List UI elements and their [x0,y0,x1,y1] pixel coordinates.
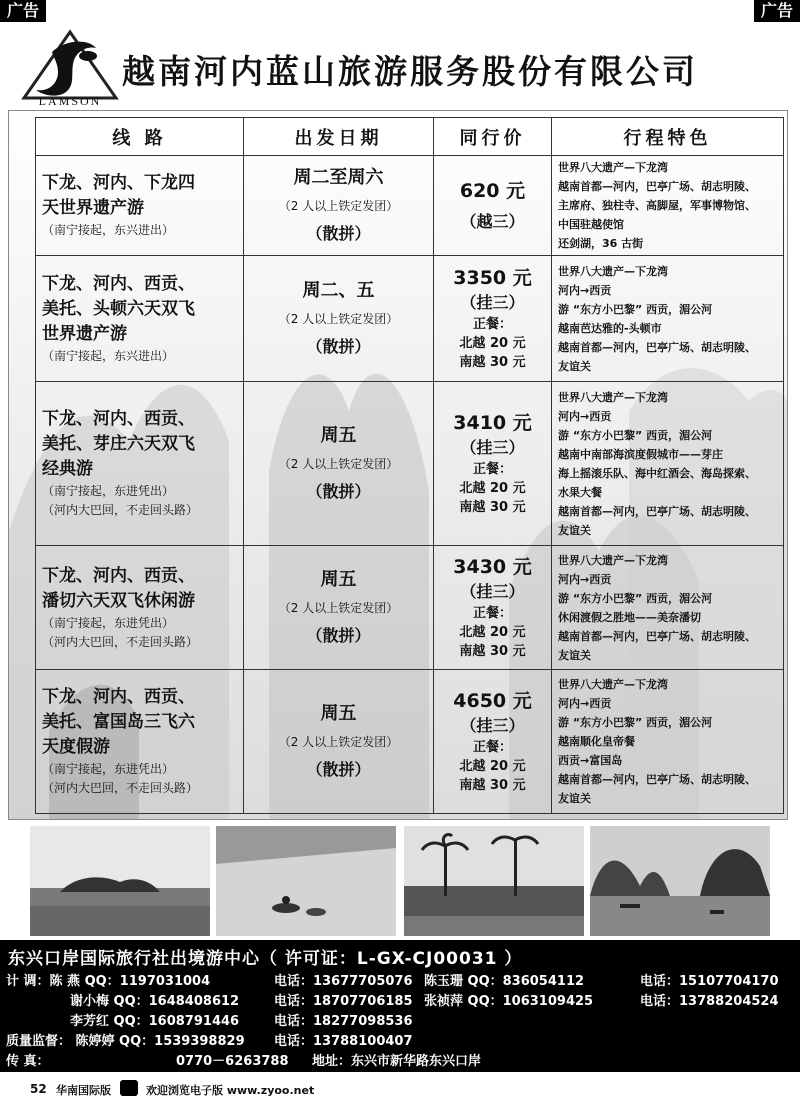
price-hotel: （挂三） [460,438,525,457]
ad-label-left: 广告 [0,0,46,22]
feature-line: 越南首都—河内，巴亭广场、胡志明陵、 [558,773,756,786]
meal-price-line: 正餐： [472,462,512,477]
feature-line: 西贡→富国岛 [558,754,623,767]
departure-note: （2 人以上铁定发团） [278,311,399,326]
routes-table [35,117,784,814]
feature-line: 休闲渡假之胜地——美奈潘切 [558,610,701,624]
boats-photo [216,826,396,936]
feature-line: 河内→西贡 [558,283,612,297]
route-name: 下龙、河内、下龙四 [42,173,195,193]
departure-type: （散拼） [306,481,371,501]
routes-frame [8,110,788,820]
feature-line: 越南首都—河内，巴亭广场、胡志明陵、 [558,629,756,643]
route-cell [36,156,244,256]
contact-phone: 电话：15107704170 [640,974,779,989]
welcome-text: 欢迎浏览电子版 www.zyoo.net [146,1084,315,1097]
date-cell [244,256,434,382]
contact-name-qq: 计 调：陈 燕 QQ：1197031004 [6,974,211,989]
departure-type: （散拼） [306,759,371,779]
header-route: 线 路 [36,118,244,156]
feature-line: 游 “东方小巴黎” 西贡，湄公河 [558,302,713,316]
magazine-logo-icon [120,1080,138,1096]
route-name: 下龙、河内、西贡、 [42,687,195,707]
feature-line: 友谊关 [558,648,591,662]
route-name: 美托、头顿六天双飞 [42,298,195,319]
price-cell [434,546,552,670]
photo-strip [30,826,770,936]
feature-line: 世界八大遗产—下龙湾 [558,161,668,174]
route-cell [36,670,244,814]
feature-line: 友谊关 [558,359,591,373]
features-cell [552,156,784,256]
header-features: 行程特色 [552,118,784,156]
contact-phone: 电话：13788100407 [274,1034,413,1049]
price-hotel: （挂三） [460,293,525,312]
departure-day: 周五 [320,568,357,590]
table-header-row [36,118,784,156]
route-name: 世界遗产游 [42,323,127,344]
meal-price-line: 正餐： [472,740,512,755]
meal-price-line: 正餐： [472,606,512,621]
departure-type: （散拼） [306,223,371,243]
halong-bay-photo [590,826,770,936]
meal-price-line: 南越 30 元 [459,355,526,370]
route-note: （河内大巴回，不走回头路） [42,503,199,517]
route-name: 潘切六天双飞休闲游 [42,590,195,611]
feature-line: 友谊关 [558,792,591,805]
company-name: 越南河内蓝山旅游服务股份有限公司 [122,52,698,91]
feature-line: 海上摇滚乐队、海中红酒会、海岛探索、 [558,466,756,480]
feature-line: 还剑湖，36 古街 [558,237,644,250]
feature-line: 越南首都—河内，巴亭广场、胡志明陵、 [558,504,756,518]
departure-type: （散拼） [306,336,371,356]
header-date: 出发日期 [244,118,434,156]
fax-label: 传 真： [6,1054,50,1069]
price-value: 620 元 [459,179,526,202]
table-row [36,382,784,546]
route-cell [36,382,244,546]
route-note: （河内大巴回，不走回头路） [42,781,199,795]
route-cell [36,546,244,670]
departure-note: （2 人以上铁定发团） [278,456,399,471]
price-value: 3410 元 [453,412,532,434]
feature-line: 游 “东方小巴黎” 西贡，湄公河 [558,716,713,729]
route-name: 天世界遗产游 [42,198,144,218]
price-hotel: （挂三） [460,582,525,601]
route-name: 美托、富国岛三飞六 [42,712,195,732]
departure-day: 周二、五 [302,279,375,301]
contact-phone: 电话：18707706185 [274,994,413,1009]
price-value: 4650 元 [453,690,532,712]
meal-price-line: 南越 30 元 [459,644,526,659]
departure-note: （2 人以上铁定发团） [278,600,399,615]
meal-price-line: 南越 30 元 [459,500,526,515]
price-hotel: （挂三） [460,716,525,735]
ad-label-right: 广告 [754,0,800,22]
route-name: 下龙、河内、西贡、 [42,409,195,429]
route-note: （南宁接起，东进凭出） [42,762,175,776]
date-cell [244,546,434,670]
route-name: 下龙、河内、西贡、 [42,565,195,586]
fax-number: 0770－6263788 [176,1054,289,1069]
feature-line: 越南首都—河内，巴亭广场、胡志明陵、 [558,340,756,354]
route-note: （南宁接起，东兴进出） [42,223,175,237]
feature-line: 世界八大遗产—下龙湾 [558,264,668,278]
feature-line: 河内→西贡 [558,409,612,423]
meal-price-line: 北越 20 元 [459,336,526,351]
date-cell [244,382,434,546]
meal-price-line: 南越 30 元 [459,778,526,793]
features-cell [552,546,784,670]
route-note: （南宁接起，东进凭出） [42,615,175,630]
feature-line: 越南中南部海滨度假城市——芽庄 [558,447,723,461]
address: 地址：东兴市新华路东兴口岸 [312,1054,482,1069]
feature-line: 水果大餐 [558,485,602,499]
route-cell [36,256,244,382]
meal-price-line: 北越 20 元 [459,625,526,640]
price-hotel: （越三） [460,211,525,231]
route-name: 经典游 [42,459,93,479]
table-row [36,546,784,670]
quality-supervisor: 质量监督： 陈婷婷 QQ：1539398829 [6,1034,245,1049]
contact-phone: 电话：13788204524 [640,994,779,1009]
route-note: （河内大巴回，不走回头路） [42,634,199,649]
meal-price-line: 北越 20 元 [459,759,526,774]
departure-note: （2 人以上铁定发团） [278,198,399,213]
route-note: （南宁接起，东兴进出） [42,348,175,363]
feature-line: 越南顺化皇帝餐 [558,735,635,748]
date-cell [244,156,434,256]
feature-line: 世界八大遗产—下龙湾 [558,553,668,567]
feature-line: 越南芭达雅的-头顿市 [558,321,662,335]
features-cell [552,256,784,382]
contact-phone: 电话：13677705076 [274,974,413,989]
table-row [36,156,784,256]
route-name: 下龙、河内、西贡、 [42,273,195,294]
feature-line: 游 “东方小巴黎” 西贡，湄公河 [558,591,713,605]
contact-name-qq: 陈玉珊 QQ：836054112 [424,974,585,989]
feature-line: 河内→西贡 [558,572,612,586]
contact-name-qq: 张祯萍 QQ：1063109425 [424,994,594,1009]
route-name: 天度假游 [42,737,110,757]
features-cell [552,670,784,814]
logo-text: LAMSON [38,94,102,108]
feature-line: 世界八大遗产—下龙湾 [558,390,668,404]
island-photo [30,826,210,936]
departure-type: （散拼） [306,625,371,645]
feature-line: 世界八大遗产—下龙湾 [558,678,668,691]
contact-block [0,940,800,1072]
departure-note: （2 人以上铁定发团） [278,734,399,749]
edition-label: 华南国际版 [56,1084,111,1097]
table-row [36,670,784,814]
departure-day: 周五 [320,702,357,724]
feature-line: 游 “东方小巴黎” 西贡，湄公河 [558,428,713,442]
price-cell [434,156,552,256]
route-note: （南宁接起，东进凭出） [42,484,175,498]
page-footer [0,1078,800,1100]
agency-title: 东兴口岸国际旅行社出境游中心（ 许可证：L-GX-CJ00031 ） [8,949,523,969]
departure-day: 周二至周六 [293,166,384,188]
feature-line: 河内→西贡 [558,697,612,710]
palm-resort-photo [404,826,584,936]
price-value: 3430 元 [453,556,532,578]
features-cell [552,382,784,546]
feature-line: 友谊关 [558,523,591,537]
date-cell [244,670,434,814]
price-value: 3350 元 [453,267,532,289]
table-row [36,256,784,382]
meal-price-line: 北越 20 元 [459,481,526,496]
price-cell [434,256,552,382]
page-number: 52 [30,1082,47,1096]
price-cell [434,382,552,546]
header-price: 同行价 [434,118,552,156]
price-cell [434,670,552,814]
feature-line: 越南首都—河内，巴亭广场、胡志明陵、 [558,180,756,193]
contact-name-qq: 谢小梅 QQ：1648408612 [70,994,240,1009]
route-name: 美托、芽庄六天双飞 [42,434,195,454]
feature-line: 主席府、独柱寺、高脚屋，军事博物馆、 [558,199,756,212]
departure-day: 周五 [320,424,357,446]
contact-name-qq: 李芳红 QQ：1608791446 [70,1014,240,1029]
feature-line: 中国驻越使馆 [558,218,624,231]
contact-phone: 电话：18277098536 [274,1014,413,1029]
meal-price-line: 正餐： [472,317,512,332]
